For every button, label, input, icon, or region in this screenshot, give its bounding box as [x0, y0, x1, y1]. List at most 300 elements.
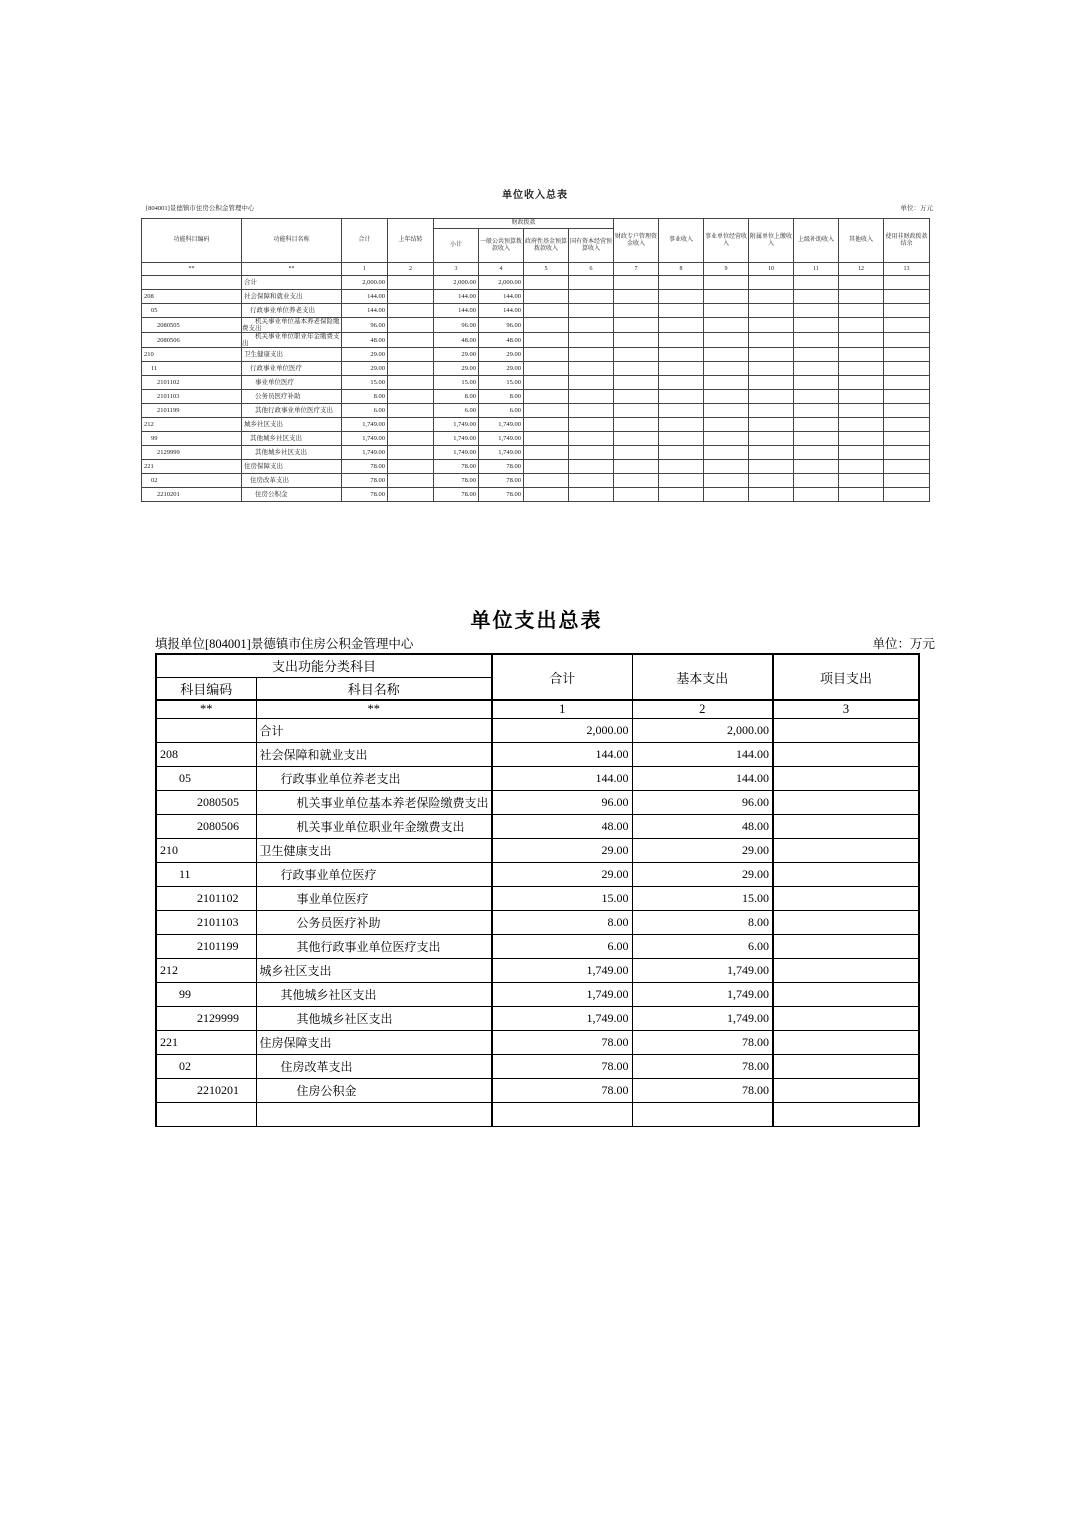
- row-empty-cell: [659, 276, 704, 290]
- row-empty-cell: [614, 304, 659, 318]
- row-empty-cell: [524, 333, 569, 348]
- row-empty-cell: [659, 348, 704, 362]
- row-empty-cell: [659, 290, 704, 304]
- table-row: [156, 814, 919, 838]
- row-general-budget: 78.00: [479, 474, 524, 488]
- row-total: 29.00: [492, 862, 632, 886]
- row-empty-cell: [659, 460, 704, 474]
- row-empty-cell: [569, 304, 614, 318]
- row-name: 住房公积金: [256, 1078, 492, 1102]
- income-col-other: 其他收入: [839, 219, 884, 263]
- row-code: 11: [156, 862, 256, 886]
- row-empty-cell: [749, 318, 794, 333]
- row-code: 99: [142, 432, 242, 446]
- income-col-nonfiscal-balance: 使用非财政拨款结余: [884, 219, 930, 263]
- row-empty-cell: [569, 390, 614, 404]
- row-total: 29.00: [492, 838, 632, 862]
- row-name: [256, 1102, 492, 1126]
- row-name: 其他城乡社区支出: [256, 982, 492, 1006]
- row-code: 210: [142, 348, 242, 362]
- row-empty-cell: [794, 488, 839, 502]
- row-empty-cell: [569, 432, 614, 446]
- table-row: [156, 910, 919, 934]
- row-project: [773, 1054, 919, 1078]
- row-total: 1,749.00: [342, 418, 388, 432]
- expenditure-table: [155, 653, 920, 1127]
- row-code: 2101103: [142, 390, 242, 404]
- row-fiscal-subtotal: 96.00: [434, 318, 479, 333]
- row-name: 住房保障支出: [242, 460, 342, 474]
- row-total: 15.00: [492, 886, 632, 910]
- row-empty-cell: [884, 304, 930, 318]
- row-total: 78.00: [492, 1030, 632, 1054]
- expenditure-col-code: 科目编码: [156, 677, 256, 700]
- income-col-affiliate: 附属单位上缴收入: [749, 219, 794, 263]
- row-empty-cell: [524, 404, 569, 418]
- row-carryover: [388, 404, 434, 418]
- income-unit-label: 单位：万元: [900, 205, 933, 212]
- row-total: 15.00: [342, 376, 388, 390]
- row-empty-cell: [569, 362, 614, 376]
- row-empty-cell: [524, 376, 569, 390]
- row-code: 2101103: [156, 910, 256, 934]
- row-empty-cell: [884, 404, 930, 418]
- col-number: 2: [388, 263, 434, 276]
- row-empty-cell: [749, 390, 794, 404]
- row-code: 2129999: [156, 1006, 256, 1030]
- row-total: 2,000.00: [492, 718, 632, 742]
- row-empty-cell: [884, 290, 930, 304]
- row-project: [773, 1030, 919, 1054]
- row-general-budget: 15.00: [479, 376, 524, 390]
- row-empty-cell: [794, 304, 839, 318]
- table-row: [156, 1078, 919, 1102]
- expenditure-table-body: [156, 718, 919, 1126]
- row-basic: 48.00: [632, 814, 773, 838]
- row-empty-cell: [614, 488, 659, 502]
- row-total: 1,749.00: [492, 1006, 632, 1030]
- row-general-budget: 2,000.00: [479, 276, 524, 290]
- row-empty-cell: [884, 390, 930, 404]
- row-project: [773, 982, 919, 1006]
- row-carryover: [388, 304, 434, 318]
- row-basic: 2,000.00: [632, 718, 773, 742]
- row-empty-cell: [794, 460, 839, 474]
- row-code: 221: [142, 460, 242, 474]
- row-empty-cell: [524, 446, 569, 460]
- row-project: [773, 742, 919, 766]
- row-empty-cell: [839, 404, 884, 418]
- table-row: [156, 742, 919, 766]
- row-general-budget: 29.00: [479, 348, 524, 362]
- row-general-budget: 144.00: [479, 290, 524, 304]
- col-number: 11: [794, 263, 839, 276]
- table-row: [142, 348, 930, 362]
- row-empty-cell: [839, 276, 884, 290]
- row-fiscal-subtotal: 1,749.00: [434, 446, 479, 460]
- row-general-budget: 96.00: [479, 318, 524, 333]
- table-row: [142, 276, 930, 290]
- row-general-budget: 6.00: [479, 404, 524, 418]
- row-empty-cell: [884, 376, 930, 390]
- row-empty-cell: [524, 460, 569, 474]
- row-name: 机关事业单位基本养老保险缴费支出: [256, 790, 492, 814]
- row-total: 48.00: [492, 814, 632, 838]
- col-number: 8: [659, 263, 704, 276]
- row-empty-cell: [839, 290, 884, 304]
- row-empty-cell: [749, 376, 794, 390]
- table-row: [142, 318, 930, 333]
- row-name: 行政事业单位医疗: [256, 862, 492, 886]
- row-general-budget: 78.00: [479, 488, 524, 502]
- table-row: [142, 474, 930, 488]
- table-row: [142, 376, 930, 390]
- table-row: [156, 886, 919, 910]
- row-fiscal-subtotal: 29.00: [434, 348, 479, 362]
- row-empty-cell: [524, 304, 569, 318]
- row-empty-cell: [659, 488, 704, 502]
- row-empty-cell: [749, 290, 794, 304]
- row-empty-cell: [794, 432, 839, 446]
- table-row: [156, 1102, 919, 1126]
- table-row: [142, 304, 930, 318]
- row-empty-cell: [749, 474, 794, 488]
- row-empty-cell: [614, 390, 659, 404]
- table-row: [156, 1054, 919, 1078]
- table-row: [142, 390, 930, 404]
- row-basic: 78.00: [632, 1078, 773, 1102]
- row-name: 事业单位医疗: [256, 886, 492, 910]
- row-general-budget: 1,749.00: [479, 432, 524, 446]
- row-total: 78.00: [342, 474, 388, 488]
- row-empty-cell: [659, 418, 704, 432]
- row-empty-cell: [569, 276, 614, 290]
- row-code: 212: [156, 958, 256, 982]
- col-number: 3: [434, 263, 479, 276]
- income-col-govfund-budget: 政府性基金预算拨款收入: [524, 229, 569, 263]
- row-empty-cell: [749, 348, 794, 362]
- row-fiscal-subtotal: 8.00: [434, 390, 479, 404]
- row-empty-cell: [569, 418, 614, 432]
- table-row: [142, 404, 930, 418]
- row-code: 2080506: [156, 814, 256, 838]
- row-general-budget: 1,749.00: [479, 418, 524, 432]
- income-col-operating: 事业单位经营收入: [704, 219, 749, 263]
- row-total: 144.00: [492, 766, 632, 790]
- row-name: 社会保障和就业支出: [256, 742, 492, 766]
- row-fiscal-subtotal: 78.00: [434, 474, 479, 488]
- row-basic: 144.00: [632, 742, 773, 766]
- row-basic: 1,749.00: [632, 982, 773, 1006]
- row-empty-cell: [749, 362, 794, 376]
- row-general-budget: 1,749.00: [479, 446, 524, 460]
- col-number: **: [242, 263, 342, 276]
- row-total: [492, 1102, 632, 1126]
- col-number: 2: [632, 700, 773, 718]
- row-empty-cell: [569, 404, 614, 418]
- col-number: **: [156, 700, 256, 718]
- row-project: [773, 838, 919, 862]
- col-number: 12: [839, 263, 884, 276]
- row-empty-cell: [614, 276, 659, 290]
- table-row: [156, 766, 919, 790]
- row-code: 05: [156, 766, 256, 790]
- row-name: 机关事业单位基本养老保险缴费支出: [242, 318, 340, 332]
- row-total: 6.00: [342, 404, 388, 418]
- row-empty-cell: [659, 390, 704, 404]
- col-number: 5: [524, 263, 569, 276]
- row-empty-cell: [614, 404, 659, 418]
- col-number: **: [256, 700, 492, 718]
- row-carryover: [388, 390, 434, 404]
- row-empty-cell: [704, 333, 749, 348]
- row-code: 2101102: [142, 376, 242, 390]
- row-project: [773, 910, 919, 934]
- row-empty-cell: [794, 333, 839, 348]
- row-carryover: [388, 290, 434, 304]
- row-empty-cell: [614, 333, 659, 348]
- income-col-name: 功能科目名称: [242, 219, 342, 263]
- row-project: [773, 814, 919, 838]
- income-col-carryover: 上年结转: [388, 219, 434, 263]
- income-col-code: 功能科目编码: [142, 219, 242, 263]
- col-number: 10: [749, 263, 794, 276]
- row-total: 144.00: [342, 290, 388, 304]
- row-carryover: [388, 432, 434, 446]
- row-carryover: [388, 488, 434, 502]
- income-col-statecapital-budget: 国有资本经营预算收入: [569, 229, 614, 263]
- row-empty-cell: [794, 348, 839, 362]
- row-empty-cell: [614, 474, 659, 488]
- row-code: 02: [156, 1054, 256, 1078]
- col-number: **: [142, 263, 242, 276]
- table-row: [142, 418, 930, 432]
- row-empty-cell: [749, 404, 794, 418]
- row-name: 其他城乡社区支出: [242, 432, 342, 446]
- row-name: 其他城乡社区支出: [242, 446, 342, 460]
- row-carryover: [388, 318, 434, 333]
- row-empty-cell: [659, 404, 704, 418]
- income-col-business: 事业收入: [659, 219, 704, 263]
- row-empty-cell: [524, 348, 569, 362]
- row-project: [773, 958, 919, 982]
- row-code: 2080505: [156, 790, 256, 814]
- row-total: 6.00: [492, 934, 632, 958]
- row-total: 78.00: [492, 1078, 632, 1102]
- row-code: 2101199: [142, 404, 242, 418]
- income-table: [141, 218, 930, 502]
- row-name: 公务员医疗补助: [256, 910, 492, 934]
- row-basic: 96.00: [632, 790, 773, 814]
- row-fiscal-subtotal: 1,749.00: [434, 432, 479, 446]
- row-empty-cell: [839, 460, 884, 474]
- row-code: 02: [142, 474, 242, 488]
- row-empty-cell: [569, 488, 614, 502]
- expenditure-unit-label: 单位：万元: [872, 637, 935, 651]
- row-carryover: [388, 446, 434, 460]
- row-empty-cell: [614, 432, 659, 446]
- row-project: [773, 862, 919, 886]
- row-fiscal-subtotal: 29.00: [434, 362, 479, 376]
- row-carryover: [388, 333, 434, 348]
- col-number: 6: [569, 263, 614, 276]
- row-carryover: [388, 418, 434, 432]
- row-general-budget: 29.00: [479, 362, 524, 376]
- row-total: 29.00: [342, 362, 388, 376]
- row-empty-cell: [839, 474, 884, 488]
- row-empty-cell: [704, 276, 749, 290]
- row-empty-cell: [524, 290, 569, 304]
- row-name: 卫生健康支出: [242, 348, 342, 362]
- income-org-label: [804001]景德镇市住房公积金管理中心: [146, 205, 255, 212]
- col-number: 1: [342, 263, 388, 276]
- row-empty-cell: [884, 362, 930, 376]
- table-row: [142, 362, 930, 376]
- row-total: 1,749.00: [342, 432, 388, 446]
- row-empty-cell: [704, 488, 749, 502]
- row-carryover: [388, 474, 434, 488]
- row-fiscal-subtotal: 144.00: [434, 290, 479, 304]
- table-row: [156, 1030, 919, 1054]
- expenditure-col-total: 合计: [492, 654, 632, 700]
- row-name: 住房改革支出: [242, 474, 342, 488]
- row-name: 行政事业单位养老支出: [242, 304, 342, 318]
- row-project: [773, 1102, 919, 1126]
- row-name: 机关事业单位职业年金缴费支出: [242, 333, 340, 347]
- row-code: 2080505: [142, 318, 242, 333]
- row-project: [773, 1078, 919, 1102]
- row-basic: 1,749.00: [632, 958, 773, 982]
- row-total: 144.00: [492, 742, 632, 766]
- row-name: 机关事业单位职业年金缴费支出: [256, 814, 492, 838]
- row-empty-cell: [839, 304, 884, 318]
- table-row: [156, 934, 919, 958]
- row-empty-cell: [749, 460, 794, 474]
- row-code: 212: [142, 418, 242, 432]
- table-row: [156, 790, 919, 814]
- row-name: 其他行政事业单位医疗支出: [256, 934, 492, 958]
- row-empty-cell: [794, 418, 839, 432]
- row-empty-cell: [884, 488, 930, 502]
- row-empty-cell: [569, 376, 614, 390]
- income-col-fiscal-group: 财政拨款: [434, 219, 614, 229]
- row-empty-cell: [749, 488, 794, 502]
- row-empty-cell: [884, 432, 930, 446]
- row-total: 1,749.00: [492, 982, 632, 1006]
- table-row: [156, 958, 919, 982]
- row-total: 48.00: [342, 333, 388, 348]
- row-empty-cell: [614, 460, 659, 474]
- table-row: [142, 333, 930, 348]
- row-name: 合计: [242, 276, 342, 290]
- row-empty-cell: [749, 432, 794, 446]
- table-row: [156, 718, 919, 742]
- row-empty-cell: [749, 304, 794, 318]
- row-empty-cell: [749, 276, 794, 290]
- income-col-subtotal: 小计: [434, 229, 479, 263]
- row-empty-cell: [704, 460, 749, 474]
- row-empty-cell: [659, 318, 704, 333]
- row-empty-cell: [524, 432, 569, 446]
- row-basic: 144.00: [632, 766, 773, 790]
- row-carryover: [388, 348, 434, 362]
- row-basic: 6.00: [632, 934, 773, 958]
- row-total: 29.00: [342, 348, 388, 362]
- row-empty-cell: [569, 348, 614, 362]
- table-row: [156, 862, 919, 886]
- row-total: 96.00: [342, 318, 388, 333]
- row-code: 05: [142, 304, 242, 318]
- row-empty-cell: [569, 290, 614, 304]
- row-empty-cell: [749, 446, 794, 460]
- row-code: 208: [156, 742, 256, 766]
- income-col-general-budget: 一般公共预算拨款收入: [479, 229, 524, 263]
- row-empty-cell: [704, 304, 749, 318]
- row-empty-cell: [614, 290, 659, 304]
- row-empty-cell: [569, 318, 614, 333]
- row-empty-cell: [524, 390, 569, 404]
- row-basic: [632, 1102, 773, 1126]
- row-empty-cell: [614, 348, 659, 362]
- row-name: 社会保障和就业支出: [242, 290, 342, 304]
- row-empty-cell: [704, 446, 749, 460]
- row-project: [773, 790, 919, 814]
- expenditure-org-label: 填报单位[804001]景德镇市住房公积金管理中心: [155, 637, 414, 651]
- col-number: 4: [479, 263, 524, 276]
- row-empty-cell: [839, 488, 884, 502]
- table-row: [156, 1006, 919, 1030]
- row-empty-cell: [794, 376, 839, 390]
- row-empty-cell: [614, 318, 659, 333]
- row-empty-cell: [794, 404, 839, 418]
- row-name: 合计: [256, 718, 492, 742]
- row-total: 1,749.00: [342, 446, 388, 460]
- row-code: [156, 718, 256, 742]
- table-row: [142, 460, 930, 474]
- row-basic: 8.00: [632, 910, 773, 934]
- row-name: 行政事业单位养老支出: [256, 766, 492, 790]
- row-basic: 78.00: [632, 1054, 773, 1078]
- row-empty-cell: [659, 432, 704, 446]
- row-empty-cell: [749, 333, 794, 348]
- row-name: 事业单位医疗: [242, 376, 342, 390]
- row-basic: 15.00: [632, 886, 773, 910]
- row-empty-cell: [839, 348, 884, 362]
- row-name: 住房公积金: [242, 488, 342, 502]
- income-meta-row: [141, 203, 933, 215]
- row-code: 2210201: [156, 1078, 256, 1102]
- row-empty-cell: [659, 376, 704, 390]
- row-total: 78.00: [342, 460, 388, 474]
- row-empty-cell: [704, 404, 749, 418]
- row-fiscal-subtotal: 6.00: [434, 404, 479, 418]
- row-total: 8.00: [492, 910, 632, 934]
- row-code: [156, 1102, 256, 1126]
- row-name: 公务员医疗补助: [242, 390, 342, 404]
- row-empty-cell: [614, 446, 659, 460]
- expenditure-col-name: 科目名称: [256, 677, 492, 700]
- row-project: [773, 934, 919, 958]
- table-row: [142, 446, 930, 460]
- row-empty-cell: [794, 474, 839, 488]
- row-empty-cell: [884, 418, 930, 432]
- row-project: [773, 766, 919, 790]
- income-table-body: [142, 276, 930, 502]
- row-code: 2101199: [156, 934, 256, 958]
- income-col-total: 合计: [342, 219, 388, 263]
- row-empty-cell: [884, 460, 930, 474]
- row-empty-cell: [839, 418, 884, 432]
